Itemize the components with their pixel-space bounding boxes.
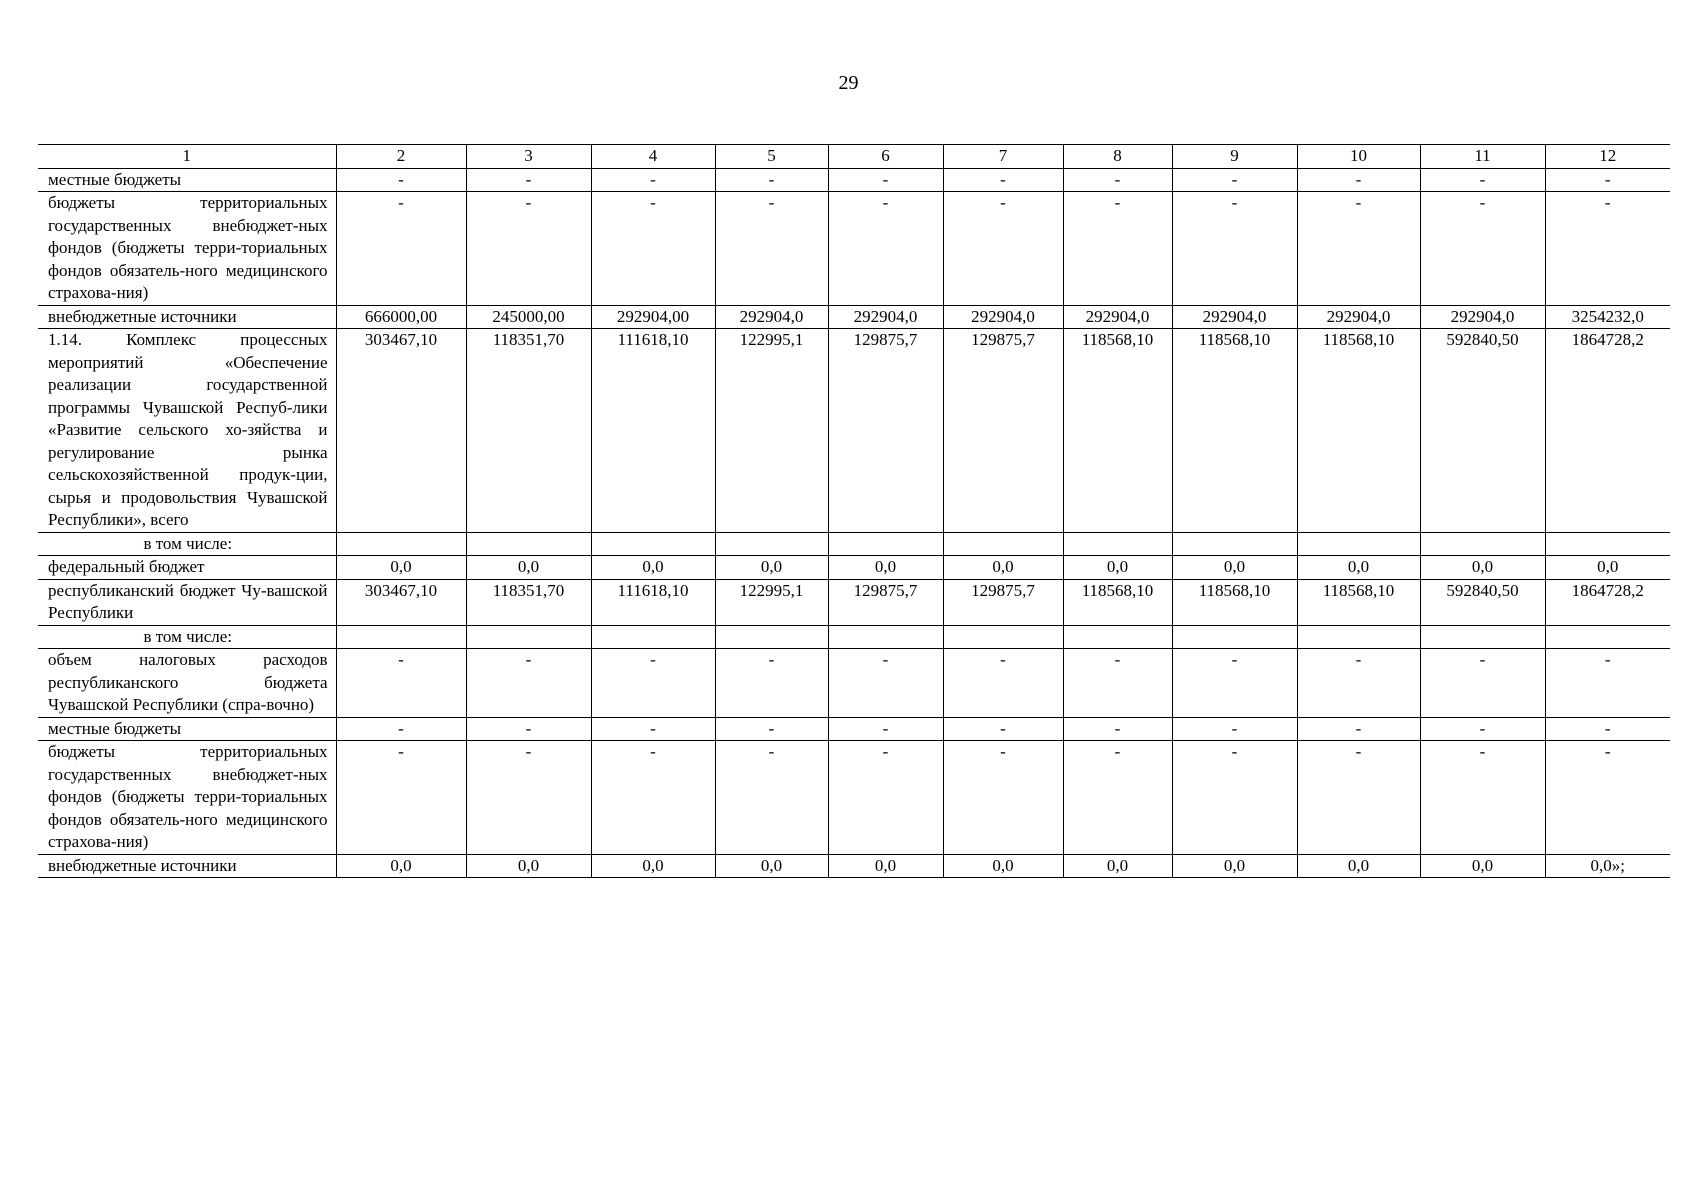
table-cell: - [1545, 717, 1670, 741]
table-cell [1063, 625, 1172, 649]
table-cell: 303467,10 [336, 329, 466, 533]
table-cell: - [715, 192, 828, 306]
table-cell: - [828, 717, 943, 741]
table-row-including [38, 532, 1670, 556]
budget-table [38, 144, 1670, 878]
header-cell: 12 [1545, 145, 1670, 169]
header-cell: 2 [336, 145, 466, 169]
table-cell: - [336, 192, 466, 306]
row-label: местные бюджеты [38, 168, 336, 192]
row-label: местные бюджеты [38, 717, 336, 741]
table-cell [715, 532, 828, 556]
table-cell: 292904,0 [1063, 305, 1172, 329]
table-cell: 0,0 [1063, 854, 1172, 878]
table-cell: - [591, 717, 715, 741]
table-cell: 245000,00 [466, 305, 591, 329]
row-label: в том числе: [38, 532, 336, 556]
table-cell: - [1063, 717, 1172, 741]
table-cell: - [1172, 192, 1297, 306]
table-cell: 118568,10 [1063, 329, 1172, 533]
table-cell: 0,0 [715, 556, 828, 580]
table-cell: 0,0 [1297, 854, 1420, 878]
table-cell: 0,0 [1297, 556, 1420, 580]
table-cell [1297, 625, 1420, 649]
table-cell: - [591, 741, 715, 855]
header-cell: 8 [1063, 145, 1172, 169]
table-cell: 1864728,2 [1545, 579, 1670, 625]
table-cell [336, 532, 466, 556]
table-cell: - [1420, 649, 1545, 718]
header-cell: 3 [466, 145, 591, 169]
table-cell: 0,0 [943, 854, 1063, 878]
header-cell: 10 [1297, 145, 1420, 169]
table-cell: 118568,10 [1297, 579, 1420, 625]
row-label: внебюджетные источники [38, 305, 336, 329]
row-label: республиканский бюджет Чу-вашской Республики [38, 579, 336, 625]
table-cell: 0,0 [336, 854, 466, 878]
table-row-extrabudgetary [38, 854, 1670, 878]
table-cell: 129875,7 [943, 329, 1063, 533]
table-cell: 122995,1 [715, 329, 828, 533]
row-label: в том числе: [38, 625, 336, 649]
table-cell: 0,0 [466, 556, 591, 580]
table-cell: - [591, 192, 715, 306]
table-cell: 0,0 [1420, 854, 1545, 878]
table-cell: 592840,50 [1420, 329, 1545, 533]
table-cell: - [1420, 192, 1545, 306]
table-cell: - [466, 192, 591, 306]
table-cell [1063, 532, 1172, 556]
table-cell [1420, 625, 1545, 649]
header-cell: 11 [1420, 145, 1545, 169]
table-row-local-budgets [38, 168, 1670, 192]
table-cell: - [828, 192, 943, 306]
table-cell: 129875,7 [828, 329, 943, 533]
table-cell [336, 625, 466, 649]
table-cell [1545, 532, 1670, 556]
table-cell [1297, 532, 1420, 556]
table-row-including [38, 625, 1670, 649]
table-cell: 0,0 [715, 854, 828, 878]
header-cell: 7 [943, 145, 1063, 169]
table-cell: 129875,7 [828, 579, 943, 625]
table-cell: 292904,0 [943, 305, 1063, 329]
header-cell: 9 [1172, 145, 1297, 169]
table-cell: - [1297, 717, 1420, 741]
table-cell: - [1297, 192, 1420, 306]
row-label: объем налоговых расходов республиканского бюджета Чувашской Республики (спра-вочно) [38, 649, 336, 718]
table-cell [943, 532, 1063, 556]
table-cell: - [943, 741, 1063, 855]
table-cell: - [1063, 741, 1172, 855]
table-cell: - [1063, 649, 1172, 718]
table-cell: 0,0»; [1545, 854, 1670, 878]
table-cell: - [943, 649, 1063, 718]
table-cell: 3254232,0 [1545, 305, 1670, 329]
table-cell: - [1545, 741, 1670, 855]
table-cell: - [828, 649, 943, 718]
table-cell: - [828, 168, 943, 192]
table-cell [943, 625, 1063, 649]
table-cell: 1864728,2 [1545, 329, 1670, 533]
table-cell: 122995,1 [715, 579, 828, 625]
table-cell: 0,0 [1420, 556, 1545, 580]
table-cell: 111618,10 [591, 329, 715, 533]
page-number: 29 [838, 72, 859, 94]
table-cell: - [1545, 168, 1670, 192]
table-cell [466, 625, 591, 649]
table-cell: - [466, 717, 591, 741]
table-cell: - [1172, 168, 1297, 192]
table-cell: - [1297, 168, 1420, 192]
table-cell: 0,0 [1172, 556, 1297, 580]
table-cell: 292904,0 [828, 305, 943, 329]
table-cell: - [1172, 717, 1297, 741]
table-cell: - [1545, 192, 1670, 306]
row-label: федеральный бюджет [38, 556, 336, 580]
table-cell: 118568,10 [1172, 329, 1297, 533]
table-row-extrabudgetary [38, 305, 1670, 329]
header-cell: 5 [715, 145, 828, 169]
table-cell: 0,0 [1545, 556, 1670, 580]
table-cell [1172, 532, 1297, 556]
table-cell: - [715, 717, 828, 741]
table-cell: - [1172, 741, 1297, 855]
table-cell: - [336, 649, 466, 718]
table-cell: - [1063, 192, 1172, 306]
table-cell [466, 532, 591, 556]
table-cell [1420, 532, 1545, 556]
row-label: внебюджетные источники [38, 854, 336, 878]
table-cell: 118351,70 [466, 579, 591, 625]
table-cell: 292904,0 [1172, 305, 1297, 329]
table-cell: - [336, 741, 466, 855]
table-row-tax-expenditures [38, 649, 1670, 718]
table-cell: - [466, 649, 591, 718]
table-cell: - [715, 649, 828, 718]
table-cell: - [828, 741, 943, 855]
table-cell: 666000,00 [336, 305, 466, 329]
table-cell: - [1297, 741, 1420, 855]
table-cell: 292904,0 [1297, 305, 1420, 329]
table-cell: - [1297, 649, 1420, 718]
table-cell: 118568,10 [1172, 579, 1297, 625]
table-cell: - [1420, 717, 1545, 741]
table-cell [828, 625, 943, 649]
table-cell: - [466, 741, 591, 855]
table-cell: - [943, 168, 1063, 192]
row-label: бюджеты территориальных государственных внебюджет-ных фондов (бюджеты терри-ториальных фондов обязатель-ного медицинского страхова-ния) [38, 741, 336, 855]
table-row-territorial-funds [38, 741, 1670, 855]
table-cell: 0,0 [828, 854, 943, 878]
table-cell: 0,0 [1172, 854, 1297, 878]
table-cell: 0,0 [591, 854, 715, 878]
table-cell [591, 625, 715, 649]
table-cell: - [943, 192, 1063, 306]
table-cell: 0,0 [1063, 556, 1172, 580]
table-cell: - [715, 741, 828, 855]
row-label: бюджеты территориальных государственных внебюджет-ных фондов (бюджеты терри-ториальных фондов обязатель-ного медицинского страхова-ния) [38, 192, 336, 306]
table-cell: 292904,0 [1420, 305, 1545, 329]
header-cell: 1 [38, 145, 336, 169]
table-cell: 129875,7 [943, 579, 1063, 625]
table-cell: - [1545, 649, 1670, 718]
table-cell: 303467,10 [336, 579, 466, 625]
table-cell: - [591, 168, 715, 192]
table-cell: 0,0 [828, 556, 943, 580]
table-cell: - [1172, 649, 1297, 718]
column-number-header-row [38, 145, 1670, 169]
header-cell: 4 [591, 145, 715, 169]
table-cell [1172, 625, 1297, 649]
table-cell: - [336, 717, 466, 741]
table-cell: 0,0 [466, 854, 591, 878]
table-cell: - [1420, 168, 1545, 192]
table-cell: - [466, 168, 591, 192]
table-cell [1545, 625, 1670, 649]
table-cell: 592840,50 [1420, 579, 1545, 625]
table-cell: 118568,10 [1063, 579, 1172, 625]
table-cell: - [715, 168, 828, 192]
table-cell: - [591, 649, 715, 718]
table-cell [828, 532, 943, 556]
table-cell: - [943, 717, 1063, 741]
table-row-republican-budget [38, 579, 1670, 625]
table-row-local-budgets [38, 717, 1670, 741]
table-cell: - [1063, 168, 1172, 192]
table-row-territorial-funds [38, 192, 1670, 306]
row-label: 1.14. Комплекс процессных мероприятий «Обеспечение реализации государственной программы Чувашской Респуб-лики «Развитие сельского хо-зяйства и регулирование рынка сельскохозяйственной продук-ции, сырья и продовольствия Чувашской Республики», всего [38, 329, 336, 533]
table-cell: 118568,10 [1297, 329, 1420, 533]
table-cell: 0,0 [336, 556, 466, 580]
table-cell: - [1420, 741, 1545, 855]
table-cell [715, 625, 828, 649]
table-cell: 0,0 [943, 556, 1063, 580]
table-cell: 118351,70 [466, 329, 591, 533]
table-cell: 292904,00 [591, 305, 715, 329]
table-cell [591, 532, 715, 556]
table-cell: 111618,10 [591, 579, 715, 625]
table-row-complex-1-14 [38, 329, 1670, 533]
table-row-federal-budget [38, 556, 1670, 580]
table-cell: - [336, 168, 466, 192]
header-cell: 6 [828, 145, 943, 169]
table-cell: 292904,0 [715, 305, 828, 329]
table-cell: 0,0 [591, 556, 715, 580]
